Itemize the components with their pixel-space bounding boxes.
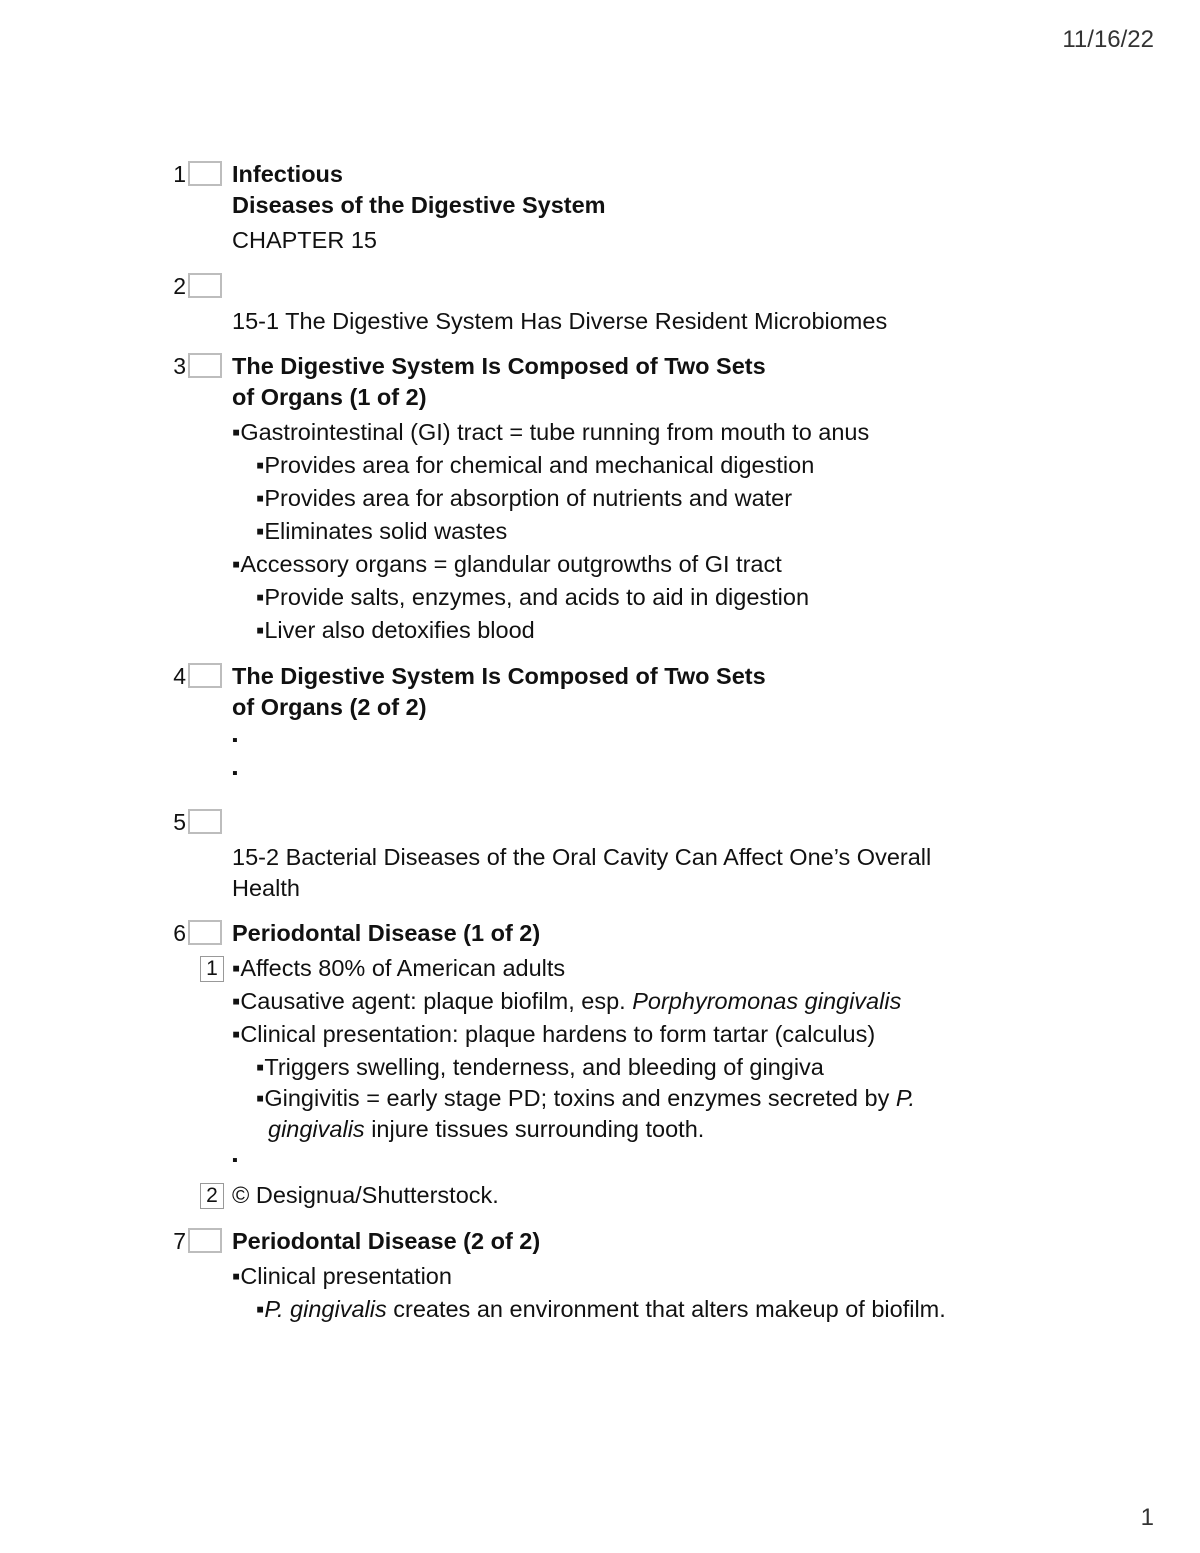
bullet-item: ▪Clinical presentation: plaque hardens to form tartar (calculus)	[232, 1021, 876, 1047]
slide-number: 5	[173, 809, 186, 835]
bullet-text: ▪Causative agent: plaque biofilm, esp.	[232, 988, 633, 1014]
sub-bullet-continuation	[232, 1114, 915, 1145]
page-number: 1	[1140, 1504, 1154, 1531]
slide-title-line-2: of Organs (2 of 2)	[232, 694, 427, 720]
slide-number: 6	[173, 920, 186, 946]
sub-bullet-item: ▪Provides area for absorption of nutrients and water	[256, 485, 793, 511]
slide-thumbnail-box	[188, 1228, 222, 1253]
bullet-item: ▪Gastrointestinal (GI) tract = tube running from mouth to anus	[232, 419, 870, 445]
section-heading-line-2: Health	[232, 875, 300, 901]
slide-thumbnail-box	[188, 663, 222, 688]
sub-bullet-item: ▪Triggers swelling, tenderness, and bleeding of gingiva	[256, 1054, 824, 1080]
slide-title: Infectious	[232, 161, 343, 187]
slide-thumbnail-box	[188, 353, 222, 378]
note-marker: 1	[200, 956, 224, 982]
slide-title: Periodontal Disease (2 of 2)	[232, 1228, 541, 1254]
slide-title: The Digestive System Is Composed of Two Sets	[232, 353, 766, 379]
sub-bullet-item	[232, 1083, 915, 1114]
page-date: 11/16/22	[1062, 26, 1154, 53]
species-name: gingivalis	[268, 1116, 365, 1142]
sub-bullet-item: ▪Provides area for chemical and mechanical digestion	[256, 452, 815, 478]
species-name: P. gingivalis	[264, 1296, 387, 1322]
slide-number: 3	[173, 353, 186, 379]
bullet-item: ▪Clinical presentation	[232, 1263, 452, 1289]
slide-thumbnail-box	[188, 161, 222, 186]
bullet-item: ▪	[232, 765, 238, 782]
bullet-item	[232, 986, 915, 1017]
bullet-text: ▪Gingivitis = early stage PD; toxins and enzymes secreted by	[256, 1085, 896, 1111]
slide-thumbnail-box	[188, 273, 222, 298]
section-heading: 15-2 Bacterial Diseases of the Oral Cavity Can Affect One’s Overall	[232, 844, 932, 870]
sub-bullet-item: ▪Eliminates solid wastes	[256, 518, 508, 544]
slide-number: 2	[173, 273, 186, 299]
bullet-item: ▪	[232, 732, 238, 749]
slide-title-line-2: of Organs (1 of 2)	[232, 384, 427, 410]
bullet-text: ▪	[256, 1296, 265, 1322]
slide-title: Periodontal Disease (1 of 2)	[232, 920, 541, 946]
slide-number: 4	[173, 663, 186, 689]
bullet-item: ▪	[232, 1152, 238, 1169]
slide-title: The Digestive System Is Composed of Two Sets	[232, 663, 766, 689]
species-name: Porphyromonas gingivalis	[632, 988, 902, 1014]
bullet-text: injure tissues surrounding tooth.	[364, 1116, 705, 1142]
sub-bullet-item: ▪Liver also detoxifies blood	[256, 617, 535, 643]
slide-thumbnail-box	[188, 920, 222, 945]
bullet-item: ▪Affects 80% of American adults	[232, 955, 566, 981]
note-marker: 2	[200, 1183, 224, 1209]
slide-thumbnail-box	[188, 809, 222, 834]
sub-bullet-item: ▪Provide salts, enzymes, and acids to aid in digestion	[256, 584, 810, 610]
bullet-item: ▪Accessory organs = glandular outgrowths of GI tract	[232, 551, 782, 577]
chapter-label: CHAPTER 15	[232, 227, 377, 253]
slide-number: 7	[173, 1228, 186, 1254]
slide-title-line-2: Diseases of the Digestive System	[232, 192, 606, 218]
species-name: P.	[895, 1085, 916, 1111]
bullet-text: creates an environment that alters makeup of biofilm.	[386, 1296, 946, 1322]
slide-number: 1	[173, 161, 186, 187]
image-credit: © Designua/Shutterstock.	[232, 1182, 499, 1208]
sub-bullet-item	[232, 1294, 946, 1325]
section-heading: 15-1 The Digestive System Has Diverse Resident Microbiomes	[232, 308, 888, 334]
